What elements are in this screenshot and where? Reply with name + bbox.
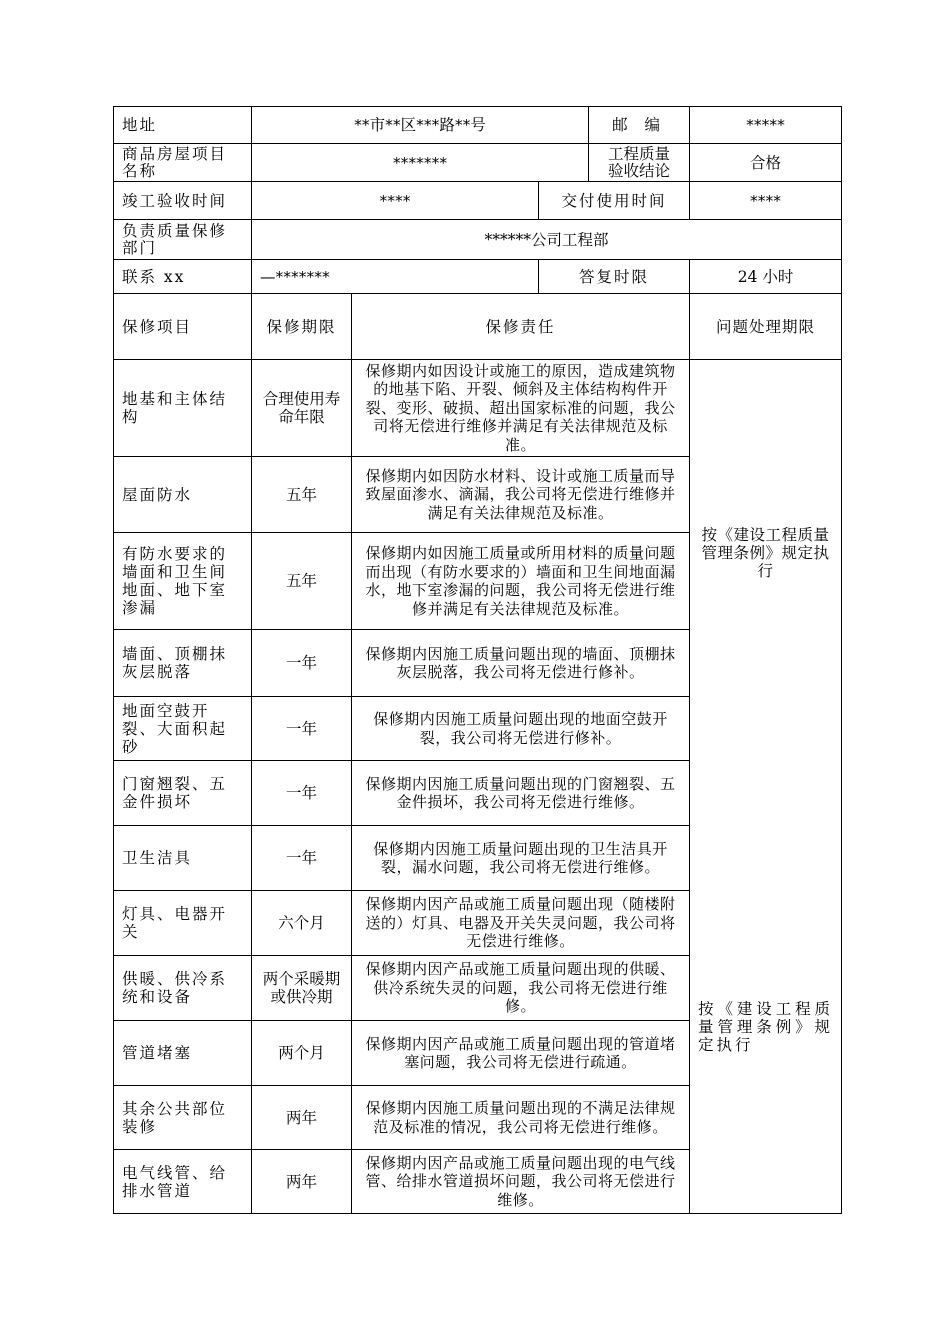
row-item: 门窗翘裂、五金件损坏 xyxy=(114,761,252,826)
row-responsibility: 保修期内因施工质量问题出现的墙面、顶棚抹灰层脱落，我公司将无偿进行修补。 xyxy=(352,630,690,697)
row-period: 六个月 xyxy=(252,891,352,956)
row-responsibility: 保修期内如因防水材料、设计或施工质量而导致屋面渗水、滴漏，我公司将无偿进行维修并满足有关法律规范及标准。 xyxy=(352,457,690,533)
col-header-handling: 问题处理期限 xyxy=(690,294,842,360)
table-row xyxy=(114,826,842,891)
row-responsibility: 保修期内因施工质量问题出现的卫生洁具开裂，漏水问题，我公司将无偿进行维修。 xyxy=(352,826,690,891)
delivery-time-label: 交付使用时间 xyxy=(539,182,690,220)
row-item: 电气线管、给排水管道 xyxy=(114,1150,252,1214)
postcode-label: 邮 编 xyxy=(589,107,690,144)
row-period: 两个采暖期或供冷期 xyxy=(252,956,352,1021)
row-item: 管道堵塞 xyxy=(114,1021,252,1086)
row-item: 地面空鼓开裂、大面积起砂 xyxy=(114,697,252,761)
row-item: 地基和主体结构 xyxy=(114,360,252,457)
row-responsibility: 保修期内如因施工质量或所用材料的质量问题而出现（有防水要求的）墙面和卫生间地面漏水，地下室渗漏的问题，我公司将无偿进行维修并满足有关法律规范及标准。 xyxy=(352,533,690,630)
quality-conclusion-value: 合格 xyxy=(690,144,842,182)
reply-limit-label: 答复时限 xyxy=(539,260,690,294)
row-item: 墙面、顶棚抹灰层脱落 xyxy=(114,630,252,697)
row-item: 其余公共部位装修 xyxy=(114,1086,252,1150)
row-period: 两年 xyxy=(252,1150,352,1214)
row-responsibility: 保修期内因施工质量问题出现的不满足法律规范及标准的情况，我公司将无偿进行维修。 xyxy=(352,1086,690,1150)
row-period: 合理使用寿命年限 xyxy=(252,360,352,457)
row-period: 五年 xyxy=(252,457,352,533)
handling-note-2: 按《建设工程质量管理条例》规定执行 xyxy=(698,999,834,1054)
col-header-responsibility: 保修责任 xyxy=(352,294,690,360)
row-responsibility: 保修期内因产品或施工质量问题出现的管道堵塞问题，我公司将无偿进行疏通。 xyxy=(352,1021,690,1086)
row-responsibility: 保修期内如因设计或施工的原因，造成建筑物的地基下陷、开裂、倾斜及主体结构构件开裂、变形、破损、超出国家标准的问题，我公司将无偿进行维修并满足有关法律规范及标准。 xyxy=(352,360,690,457)
completion-time-value: **** xyxy=(252,182,539,220)
project-name-label: 商品房屋项目名称 xyxy=(114,144,252,182)
quality-conclusion-label: 工程质量验收结论 xyxy=(589,144,690,182)
completion-time-label: 竣工验收时间 xyxy=(114,182,252,220)
postcode-value: ***** xyxy=(690,107,842,144)
reply-limit-value: 24 小时 xyxy=(690,260,842,294)
row-period: 两年 xyxy=(252,1086,352,1150)
row-responsibility: 保修期内因产品或施工质量问题出现的电气线管、给排水管道损坏问题，我公司将无偿进行维修。 xyxy=(352,1150,690,1214)
handling-cell-1 xyxy=(690,360,842,826)
col-header-period: 保修期限 xyxy=(252,294,352,360)
row-item: 卫生洁具 xyxy=(114,826,252,891)
row-item: 灯具、电器开关 xyxy=(114,891,252,956)
row-item: 供暖、供冷系统和设备 xyxy=(114,956,252,1021)
handling-cell-2 xyxy=(690,826,842,1214)
warranty-table xyxy=(113,106,842,1214)
row-period: 两个月 xyxy=(252,1021,352,1086)
row-responsibility: 保修期内因施工质量问题出现的地面空鼓开裂，我公司将无偿进行修补。 xyxy=(352,697,690,761)
row-responsibility: 保修期内因产品或施工质量问题出现的供暖、供冷系统失灵的问题，我公司将无偿进行维修。 xyxy=(352,956,690,1021)
row-period: 一年 xyxy=(252,630,352,697)
handling-note-1: 按《建设工程质量管理条例》规定执行 xyxy=(701,526,830,580)
contact-label: 联系 xx xyxy=(114,260,252,294)
row-period: 五年 xyxy=(252,533,352,630)
project-name-value: ******* xyxy=(252,144,589,182)
row-period: 一年 xyxy=(252,761,352,826)
address-value: **市**区***路**号 xyxy=(252,107,589,144)
row-responsibility: 保修期内因施工质量问题出现的门窗翘裂、五金件损坏，我公司将无偿进行维修。 xyxy=(352,761,690,826)
responsible-dept-value: ******公司工程部 xyxy=(252,220,842,260)
row-item: 有防水要求的墙面和卫生间地面、地下室渗漏 xyxy=(114,533,252,630)
row-responsibility: 保修期内因产品或施工质量问题出现（随楼附送的）灯具、电器及开关失灵问题，我公司将无偿进行维修。 xyxy=(352,891,690,956)
table-row xyxy=(114,360,842,457)
col-header-item: 保修项目 xyxy=(114,294,252,360)
address-label: 地址 xyxy=(114,107,252,144)
row-item: 屋面防水 xyxy=(114,457,252,533)
responsible-dept-label: 负责质量保修部门 xyxy=(114,220,252,260)
contact-value: —******* xyxy=(252,260,539,294)
row-period: 一年 xyxy=(252,697,352,761)
row-period: 一年 xyxy=(252,826,352,891)
delivery-time-value: **** xyxy=(690,182,842,220)
